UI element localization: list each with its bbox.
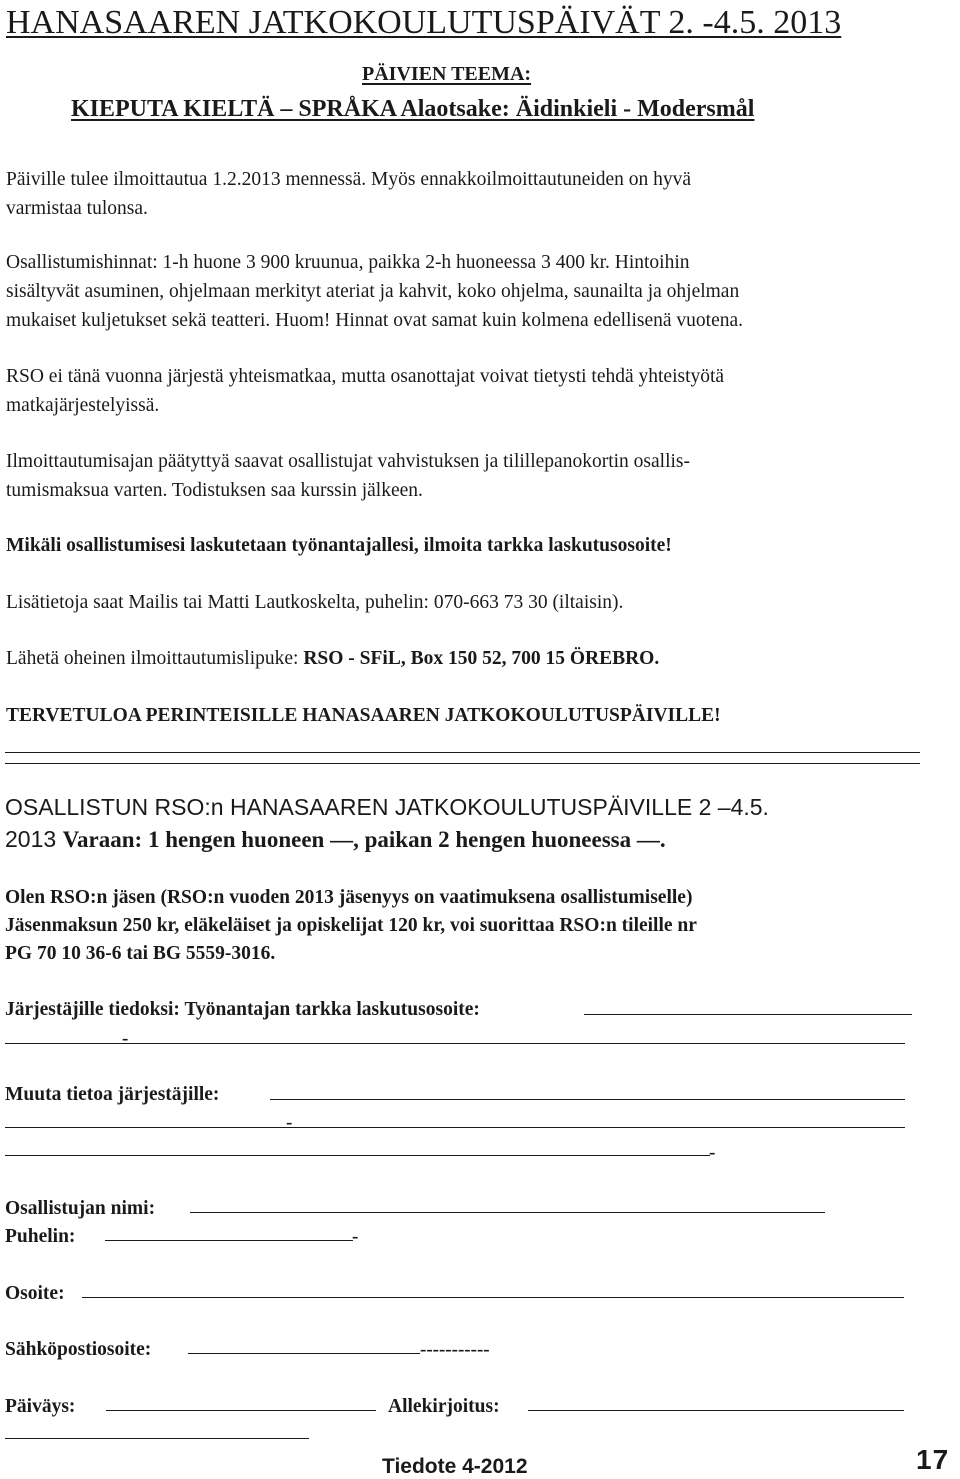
publication-name: Tiedote 4-2012: [382, 1455, 528, 1478]
participant-name-label: Osallistujan nimi:: [5, 1198, 156, 1219]
paragraph-confirmation-l2: tumismaksua varten. Todistuksen saa kurssin jälkeen.: [6, 480, 423, 501]
divider-bottom: [5, 763, 920, 764]
paragraph-invoice-notice: Mikäli osallistumisesi laskutetaan työnantajallesi, ilmoita tarkka laskutusosoite!: [6, 535, 672, 556]
paragraph-send-address: [6, 644, 659, 673]
participant-name-field[interactable]: [190, 1212, 825, 1213]
phone-label: Puhelin:: [5, 1226, 76, 1247]
paragraph-prices-l1: Osallistumishinnat: 1-h huone 3 900 kruunua, paikka 2-h huoneessa 3 400 kr. Hintoihin: [6, 252, 690, 273]
email-suffix: -----------: [420, 1339, 490, 1360]
address-field[interactable]: [82, 1297, 904, 1298]
paragraph-contact-info: Lisätietoja saat Mailis tai Matti Lautkoskelta, puhelin: 070-663 73 30 (iltaisin).: [6, 592, 624, 613]
paragraph-prices-l2: sisältyvät asuminen, ohjelmaan merkityt ateriat ja kahvit, koko ohjelma, saunailta ja ohjelman: [6, 281, 740, 302]
paragraph-travel-l1: RSO ei tänä vuonna järjestä yhteismatkaa, mutta osanottajat voivat tietysti tehdä yhteistyötä: [6, 366, 725, 387]
other-info-field[interactable]: [270, 1099, 905, 1100]
other-info-label: Muuta tietoa järjestäjille:: [5, 1084, 220, 1105]
send-address-prefix: Lähetä oheinen ilmoittautumislipuke:: [6, 648, 299, 669]
send-address-value: RSO - SFiL, Box 150 52, 700 15 ÖREBRO.: [303, 648, 660, 669]
signature-label: Allekirjoitus:: [388, 1396, 500, 1417]
theme-text: KIEPUTA KIELTÄ – SPRÅKA Alaotsake: Äidinkieli - Modersmål: [71, 96, 755, 122]
employer-address-field-2[interactable]: [5, 1043, 905, 1044]
dash-mark-2: -: [286, 1112, 293, 1133]
theme-label: PÄIVIEN TEEMA:: [362, 63, 532, 85]
email-field[interactable]: [188, 1353, 420, 1354]
paragraph-registration-l1: Päiville tulee ilmoittautua 1.2.2013 mennessä. Myös ennakkoilmoittautuneiden on hyvä: [6, 169, 692, 190]
membership-l1: Olen RSO:n jäsen (RSO:n vuoden 2013 jäsenyys on vaatimuksena osallistumiselle): [5, 887, 693, 908]
signature-field[interactable]: [528, 1410, 904, 1411]
paragraph-welcome: TERVETULOA PERINTEISILLE HANASAAREN JATKOKOULUTUSPÄIVILLE!: [6, 705, 721, 726]
paragraph-travel-l2: matkajärjestelyissä.: [6, 395, 160, 416]
form-heading-year: 2013: [5, 826, 57, 852]
dash-mark: -: [122, 1028, 129, 1049]
room-reservation-text: Varaan: 1 hengen huoneen —, paikan 2 hengen huoneessa —.: [62, 827, 666, 852]
phone-field[interactable]: [105, 1240, 353, 1241]
email-label: Sähköpostiosoite:: [5, 1339, 152, 1360]
paragraph-confirmation-l1: Ilmoittautumisajan päätyttyä saavat osallistujat vahvistuksen ja tilillepanokortin osallis-: [6, 451, 690, 472]
page-number: 17: [916, 1444, 950, 1475]
divider-top: [5, 752, 920, 753]
date-field[interactable]: [106, 1410, 376, 1411]
employer-address-field[interactable]: [584, 1014, 912, 1015]
date-field-2[interactable]: [5, 1438, 309, 1439]
membership-l2: Jäsenmaksun 250 kr, eläkeläiset ja opiskelijat 120 kr, voi suorittaa RSO:n tileille nr: [5, 915, 697, 936]
paragraph-prices-l3: mukaiset kuljetukset sekä teatteri. Huom! Hinnat ovat samat kuin kolmena edellisenä vuotena.: [6, 310, 744, 331]
dash-mark-3: -: [709, 1142, 716, 1163]
other-info-field-2[interactable]: [5, 1127, 905, 1128]
page-title: HANASAAREN JATKOKOULUTUSPÄIVÄT 2. -4.5. 2013: [6, 4, 842, 41]
address-label: Osoite:: [5, 1283, 65, 1304]
form-heading-l2: [5, 824, 666, 855]
other-info-field-3[interactable]: [5, 1155, 710, 1156]
form-heading-l1: OSALLISTUN RSO:n HANASAAREN JATKOKOULUTUSPÄIVILLE 2 –4.5.: [5, 794, 769, 820]
employer-address-label: Järjestäjille tiedoksi: Työnantajan tarkka laskutusosoite:: [5, 999, 480, 1020]
dash-mark-4: -: [352, 1226, 359, 1247]
paragraph-registration-l2: varmistaa tulonsa.: [6, 198, 148, 219]
membership-l3: PG 70 10 36-6 tai BG 5559-3016.: [5, 943, 276, 964]
date-label: Päiväys:: [5, 1396, 76, 1417]
